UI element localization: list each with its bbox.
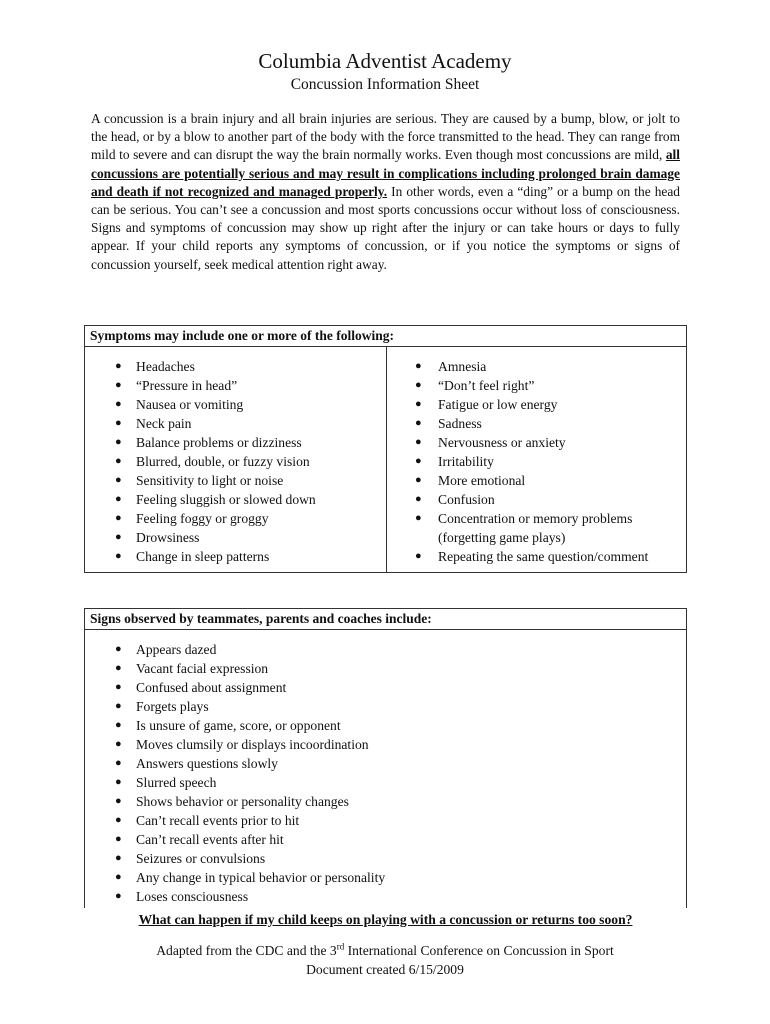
bullet-icon: ● bbox=[115, 493, 122, 505]
bullet-icon: ● bbox=[115, 474, 122, 486]
list-item: ● More emotional bbox=[415, 473, 526, 488]
bullet-icon: ● bbox=[115, 795, 122, 807]
bullet-icon: ● bbox=[415, 436, 422, 448]
bullet-icon: ● bbox=[415, 455, 422, 467]
bullet-icon: ● bbox=[415, 360, 422, 372]
bullet-icon: ● bbox=[115, 531, 122, 543]
bullet-icon: ● bbox=[115, 738, 122, 750]
bullet-icon: ● bbox=[115, 719, 122, 731]
list-item: ● Seizures or convulsions bbox=[115, 851, 266, 866]
bullet-icon: ● bbox=[415, 379, 422, 391]
bullet-icon: ● bbox=[115, 700, 122, 712]
intro-paragraph bbox=[91, 110, 680, 274]
intro-text-2: In other words, even a “ding” or a bump on the head can be serious. You can’t see a concussion and most sports concussions occur without loss of consciousness. Signs and symptoms of concussion may show up right after the injury or can take hours or days to fully appear. If your child reports any symptoms of concussion, or if you notice the symptoms or signs of concussion yourself, seek medical attention right away. bbox=[91, 183, 680, 272]
symptoms-left-list bbox=[85, 357, 385, 566]
signs-list-wrap bbox=[85, 640, 685, 906]
list-item: ● Can’t recall events prior to hit bbox=[115, 813, 300, 828]
list-item: ● Nausea or vomiting bbox=[115, 397, 244, 412]
list-item: ● Any change in typical behavior or personality bbox=[115, 870, 386, 885]
bullet-icon: ● bbox=[115, 417, 122, 429]
list-item: ● “Pressure in head” bbox=[115, 378, 238, 393]
symptoms-right-list bbox=[387, 357, 687, 566]
list-item: ● Nervousness or anxiety bbox=[415, 435, 566, 450]
list-item: ● Drowsiness bbox=[115, 530, 200, 545]
bullet-icon: ● bbox=[415, 493, 422, 505]
list-item: ● Shows behavior or personality changes bbox=[115, 794, 349, 809]
footer-adapted: Adapted from the CDC and the 3rd International Conference on Concussion in Sport bbox=[156, 941, 614, 958]
list-item: ● Can’t recall events after hit bbox=[115, 832, 284, 847]
bullet-icon: ● bbox=[115, 833, 122, 845]
bullet-icon: ● bbox=[115, 776, 122, 788]
bullet-icon: ● bbox=[115, 455, 122, 467]
list-item: ● Sensitivity to light or noise bbox=[115, 473, 284, 488]
symptoms-columns bbox=[85, 347, 686, 572]
list-item: ● “Don’t feel right” bbox=[415, 378, 535, 393]
bullet-icon: ● bbox=[115, 436, 122, 448]
footer-created: Document created 6/15/2009 bbox=[306, 962, 464, 977]
list-item: ● Answers questions slowly bbox=[115, 756, 278, 771]
bullet-icon: ● bbox=[115, 550, 122, 562]
intro-emphasis: all concussions are potentially serious and may result in complications including prolonged brain damage and death if not recognized and managed properly. bbox=[91, 147, 680, 199]
signs-box bbox=[84, 608, 687, 908]
list-item: ● Confused about assignment bbox=[115, 680, 287, 695]
intro-text-1: A concussion is a brain injury and all brain injuries are serious. They are caused by a bump, blow, or jolt to the head, or by a blow to another part of the body with the force transmitted to the head. They can range from mild to severe and can disrupt the way the brain normally works. Even though most concussions are mild, bbox=[91, 111, 680, 163]
list-item: ● Loses consciousness bbox=[115, 889, 249, 904]
symptoms-heading: Symptoms may include one or more of the following: bbox=[85, 326, 686, 347]
bullet-icon: ● bbox=[115, 643, 122, 655]
page-title: Columbia Adventist Academy bbox=[258, 49, 512, 73]
list-item: ● Amnesia bbox=[415, 359, 487, 374]
list-item: ● Concentration or memory problems bbox=[415, 511, 633, 526]
symptoms-left-column bbox=[85, 357, 385, 566]
list-item: ● Change in sleep patterns bbox=[115, 549, 270, 564]
bullet-icon: ● bbox=[115, 852, 122, 864]
bullet-icon: ● bbox=[115, 360, 122, 372]
list-item: ● Balance problems or dizziness bbox=[115, 435, 302, 450]
list-item: ● Fatigue or low energy bbox=[415, 397, 558, 412]
bullet-icon: ● bbox=[415, 417, 422, 429]
list-item: ● Blurred, double, or fuzzy vision bbox=[115, 454, 310, 469]
bullet-icon: ● bbox=[115, 512, 122, 524]
section-question: What can happen if my child keeps on playing with a concussion or returns too soon? bbox=[138, 912, 633, 927]
bullet-icon: ● bbox=[415, 398, 422, 410]
list-item: ● Slurred speech bbox=[115, 775, 217, 790]
bullet-icon: ● bbox=[115, 871, 122, 883]
signs-list bbox=[85, 640, 685, 906]
bullet-icon: ● bbox=[415, 550, 422, 562]
list-item: ● Vacant facial expression bbox=[115, 661, 269, 676]
list-item-continuation: (forgetting game plays) bbox=[438, 530, 566, 545]
symptoms-right-column bbox=[387, 357, 687, 566]
list-item: ● Moves clumsily or displays incoordination bbox=[115, 737, 369, 752]
list-item: ● Is unsure of game, score, or opponent bbox=[115, 718, 341, 733]
list-item: ● Sadness bbox=[415, 416, 482, 431]
bullet-icon: ● bbox=[115, 890, 122, 902]
page-subtitle: Concussion Information Sheet bbox=[290, 76, 480, 93]
bullet-icon: ● bbox=[115, 379, 122, 391]
signs-heading: Signs observed by teammates, parents and coaches include: bbox=[85, 609, 686, 630]
bullet-icon: ● bbox=[115, 681, 122, 693]
list-item: ● Irritability bbox=[415, 454, 494, 469]
bullet-icon: ● bbox=[115, 814, 122, 826]
list-item: ● Forgets plays bbox=[115, 699, 209, 714]
symptoms-box bbox=[84, 325, 687, 573]
list-item: ● Repeating the same question/comment bbox=[415, 549, 649, 564]
list-item: ● Headaches bbox=[115, 359, 195, 374]
bullet-icon: ● bbox=[415, 474, 422, 486]
bullet-icon: ● bbox=[115, 398, 122, 410]
bullet-icon: ● bbox=[115, 757, 122, 769]
bullet-icon: ● bbox=[415, 512, 422, 524]
list-item: ● Confusion bbox=[415, 492, 495, 507]
list-item: ● Neck pain bbox=[115, 416, 192, 431]
list-item: ● Appears dazed bbox=[115, 642, 217, 657]
bullet-icon: ● bbox=[115, 662, 122, 674]
list-item: ● Feeling sluggish or slowed down bbox=[115, 492, 316, 507]
list-item: ● Feeling foggy or groggy bbox=[115, 511, 269, 526]
